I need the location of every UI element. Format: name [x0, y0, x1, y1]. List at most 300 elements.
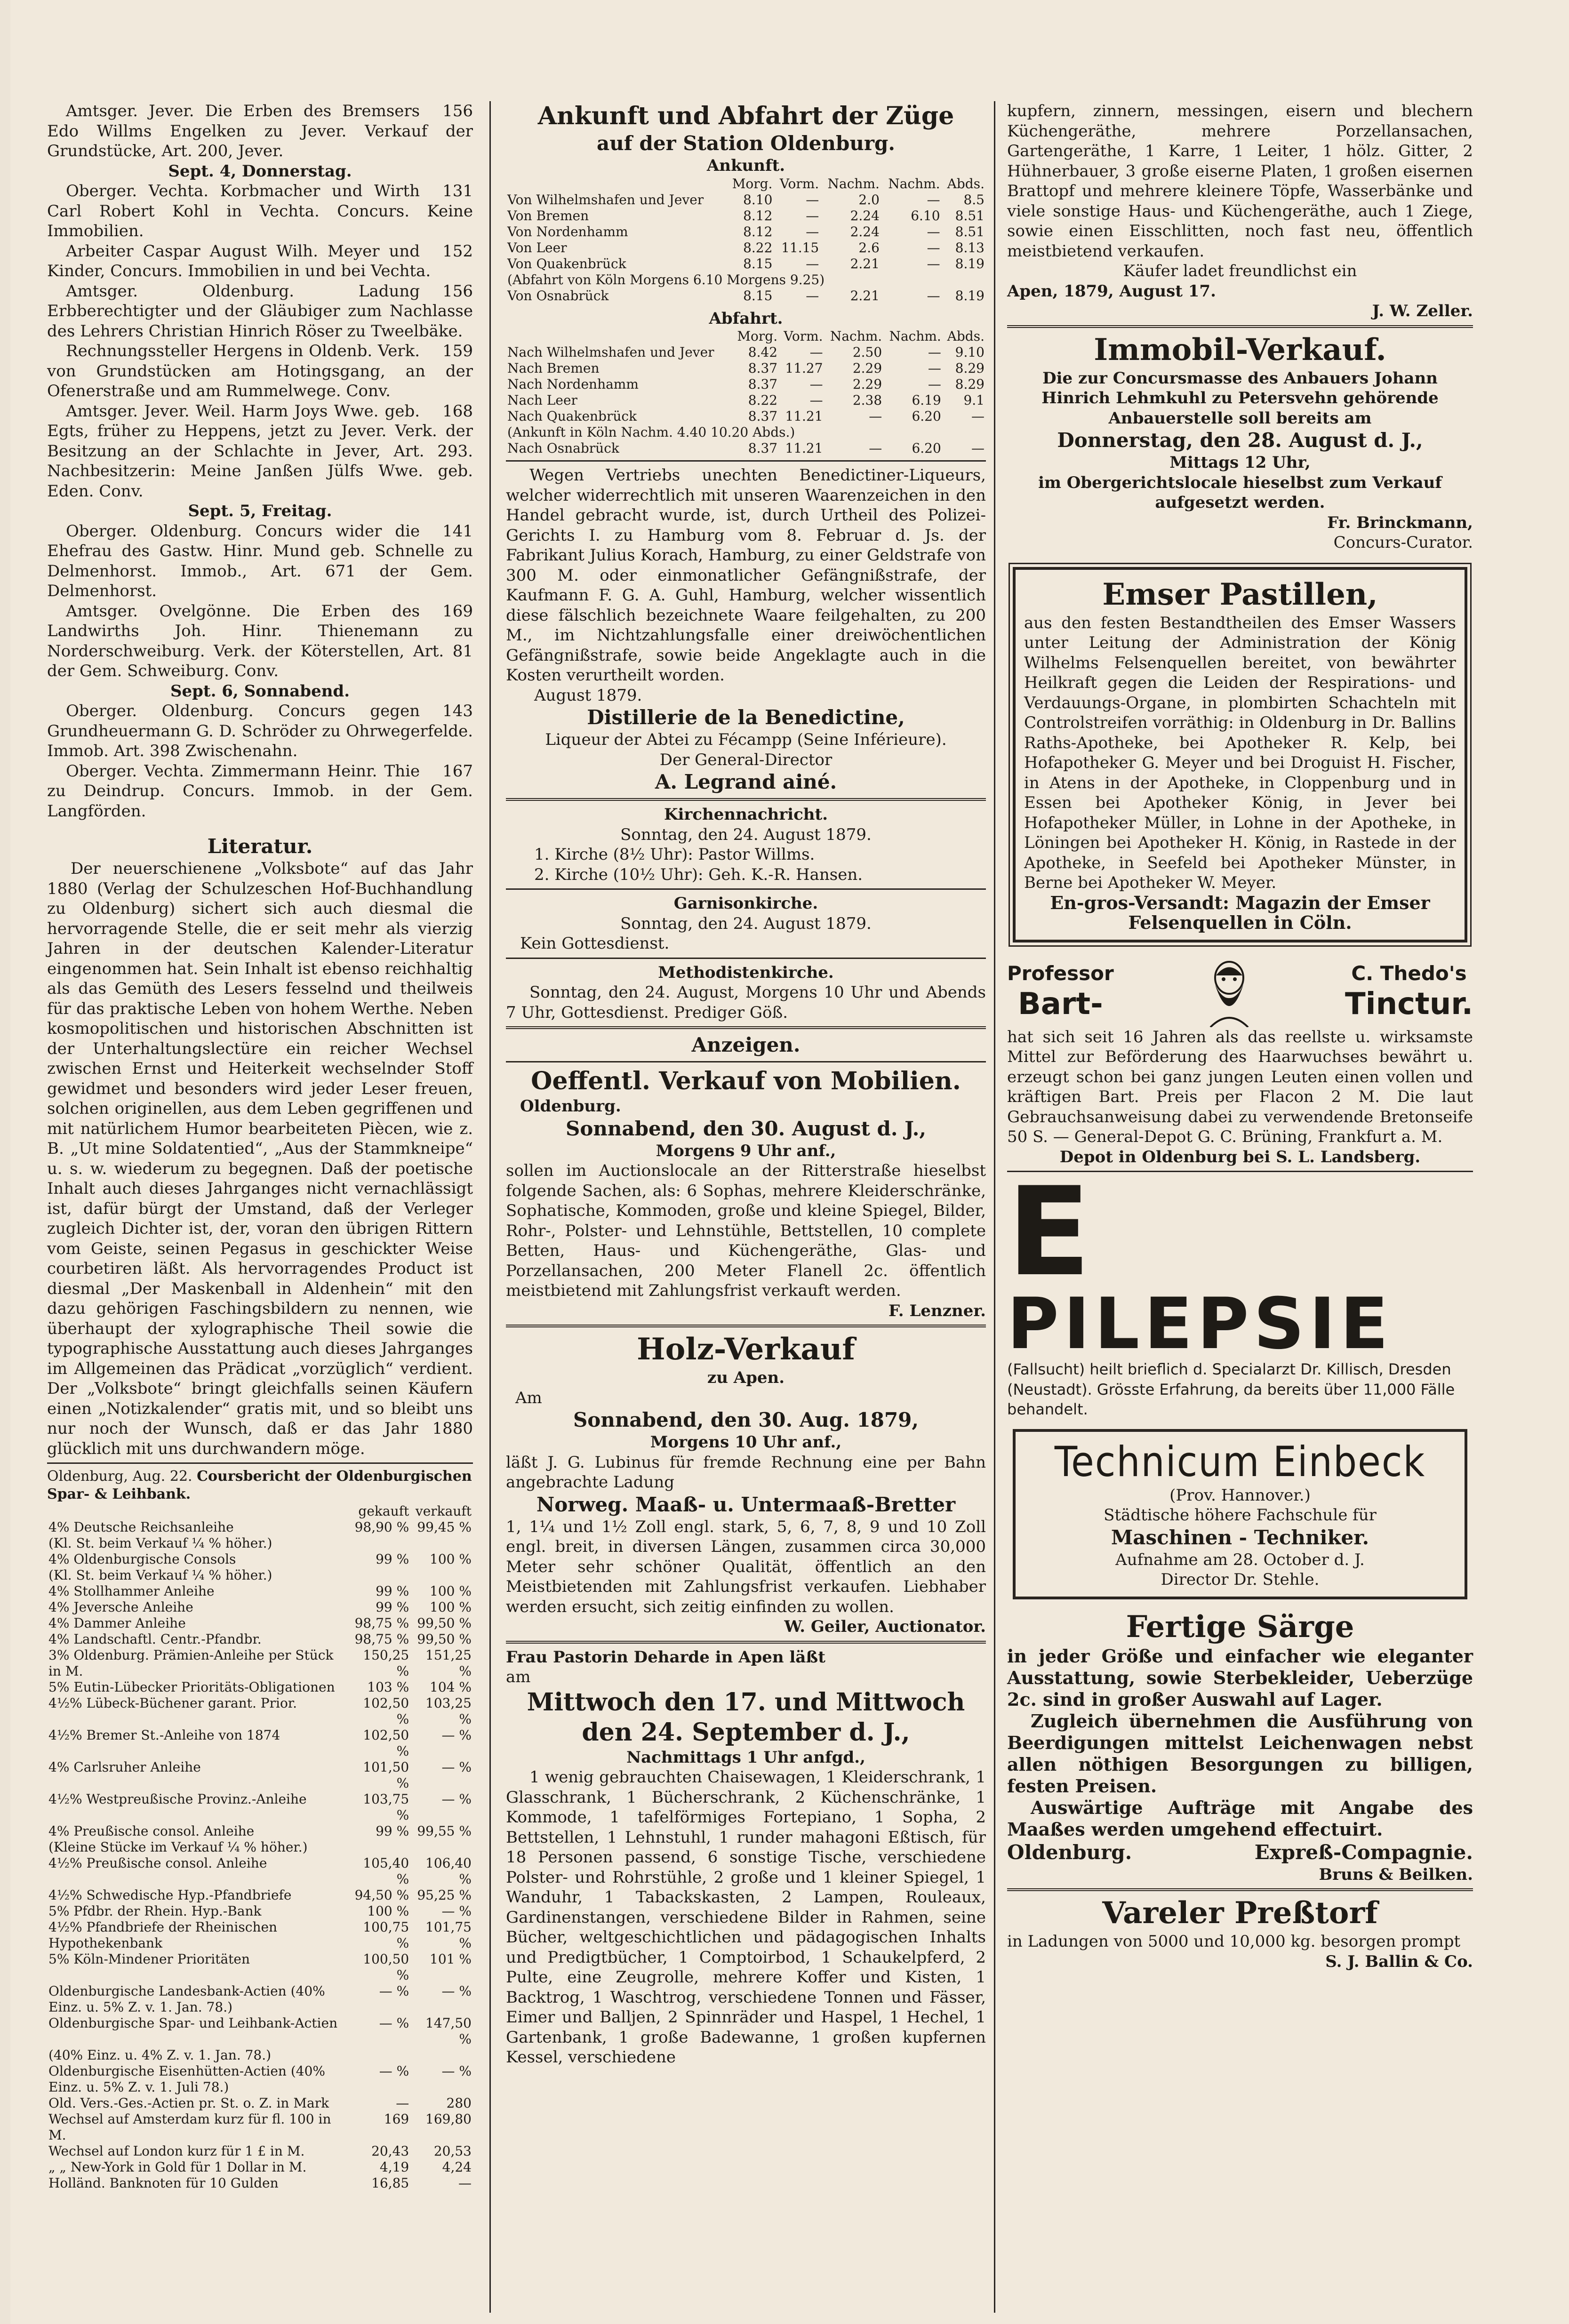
kurs-security: 4½% Westpreußische Provinz.-Anleihe: [48, 1791, 307, 1807]
concours-entry: [47, 701, 473, 761]
deharde-time: Nachmittags 1 Uhr anfgd.,: [626, 1748, 865, 1767]
zug-station: Nach Osnabrück: [507, 440, 619, 456]
zug-time: 11.21: [785, 440, 823, 456]
kurs-security: (Kleine Stücke im Verkauf ¼ % höher.): [48, 1839, 308, 1855]
technicum-ad-box: [1013, 1429, 1467, 1599]
zug-time: 2.29: [852, 360, 882, 376]
zug-row: [506, 288, 986, 304]
concours-page-number: 167: [442, 761, 473, 781]
torf-title: Vareler Preßtorf: [1102, 1895, 1378, 1931]
kurs-row: [47, 1887, 473, 1903]
kurs-sold: 103,25 %: [425, 1695, 472, 1727]
kurs-sold: 101,75 %: [425, 1919, 472, 1951]
kurs-bought: [351, 2047, 410, 2063]
kurs-bought: 99 %: [376, 1551, 409, 1567]
zug-time: —: [869, 408, 882, 424]
deharde-date: Mittwoch den 17. und Mittwoch den 24. September d. J.,: [527, 1687, 965, 1747]
kurs-security: 4% Stollhammer Anleihe: [48, 1583, 215, 1599]
kurs-row: [47, 2175, 473, 2191]
kurs-col-sold: verkauft: [415, 1503, 472, 1519]
emser-title: Emser Pastillen,: [1102, 576, 1378, 612]
immobil-title: Immobil-Verkauf.: [1094, 332, 1386, 367]
kurs-row: [47, 1759, 473, 1791]
kurs-sold: 100 %: [430, 1551, 472, 1567]
zug-time: 2.50: [852, 344, 882, 360]
kurs-sold: 101 %: [430, 1951, 472, 1967]
zug-time: —: [927, 256, 940, 272]
concours-entry: [47, 601, 473, 681]
zug-station: Von Nordenhamm: [507, 224, 628, 240]
concours-entry: [47, 401, 473, 502]
zug-time: —: [927, 224, 940, 240]
concours-text: Rechnungssteller Hergens in Oldenb. Verk. von Grundstücken am Hotingsgang, an der Ofenerstraße und am Rummelwege. Conv.: [47, 342, 473, 400]
abfahrt-table: [506, 328, 986, 456]
zug-time: 8.22: [743, 240, 773, 256]
kurs-sold: 169,80: [425, 2111, 472, 2127]
immobil-text-2: im Obergerichtslocale hieselbst zum Verkauf aufgesetzt werden.: [1038, 473, 1442, 512]
zug-column-header: Morg.: [732, 176, 773, 192]
kurs-security: 4% Jeversche Anleihe: [48, 1599, 193, 1615]
deharde-text: 1 wenig gebrauchten Chaisewagen, 1 Kleiderschrank, 1 Glasschrank, 1 Bücherschrank, 2 Küchenschränke, 1 Kommode, 1 tafelförmiges Fortepiano, 1 Sopha, 2 Bettstellen, 1 Lehnstuhl, 1 runder mahagoni Eßtisch, für 18 Personen passend, 6 sonstige Tische, verschiedene Polster- und Rohrstühle, 2 große und 1 kleiner Spiegel, 1 Wanduhr, 1 Tabackskasten, 2 Lampen, Rouleaux, Gardinenstangen, verschiedene Bilder in Rahmen, seine Bücher, weltgeschichtlichen und pädagogischen Inhalts und Predigtbücher, 1 Comptoirbod, 1 Schaukelpferd, 2 Pulte, eine Zeugrolle, mehrere Koffer und Kisten, 1 Backtrog, 1 Waschtrog, verschiedene Tonnen und Fässer, Eimer und Balljen, 2 Spinnräder und Haspel, 1 Hechel, 1 Gartenbank, 1 große Badewanne, 1 großen kupfernen Kessel, verschiedene: [506, 1768, 986, 2067]
kurs-security: 5% Pfdbr. der Rhein. Hyp.-Bank: [48, 1903, 262, 1919]
technicum-title: Technicum Einbeck: [1054, 1437, 1426, 1486]
kirchen-service-2: 2. Kirche (10½ Uhr): Geh. K.-R. Hansen.: [534, 865, 863, 884]
kurs-bought: 103,75 %: [363, 1791, 409, 1823]
zug-time: 8.37: [748, 360, 778, 376]
zug-row: [506, 360, 986, 376]
kurs-security: 4½% Preußische consol. Anleihe: [48, 1855, 267, 1871]
zug-time: —: [927, 240, 940, 256]
kurs-bought: 105,40 %: [363, 1855, 409, 1887]
kurs-sold: 95,25 %: [417, 1887, 472, 1903]
saerge-text: in jeder Größe und einfacher wie eleganter Ausstattung, sowie Sterbekleider, Ueberzüge 2c. sind in großer Auswahl auf Lager.: [1007, 1645, 1473, 1710]
divider: [1007, 1888, 1473, 1891]
kurs-security: 5% Eutin-Lübecker Prioritäts-Obligationen: [48, 1679, 335, 1695]
kurs-sold: 99,45 %: [417, 1519, 472, 1535]
zug-time: —: [809, 376, 823, 392]
kurs-sold: 151,25 %: [425, 1647, 472, 1679]
kurs-row: [47, 1535, 473, 1551]
zug-row: [506, 392, 986, 408]
kurs-row: [47, 1647, 473, 1679]
zug-station: Nach Quakenbrück: [507, 408, 637, 424]
kurs-row: [47, 1855, 473, 1887]
anzeigen-heading: Anzeigen.: [691, 1033, 801, 1056]
kurs-sold: — %: [441, 1903, 472, 1919]
kurs-sold: 4,24: [442, 2159, 472, 2175]
zug-time: 2.38: [852, 392, 882, 408]
technicum-maschinen: Maschinen - Techniker.: [1111, 1525, 1369, 1549]
emser-ad-box: [1013, 567, 1467, 942]
zug-column-header: Abds.: [947, 176, 985, 192]
kurs-security: 3% Oldenburg. Prämien-Anleihe per Stück in M.: [48, 1647, 334, 1679]
literatur-text: Der neuerschienene „Volksbote“ auf das Jahr 1880 (Verlag der Schulzeschen Hof-Buchhandlung zu Oldenburg) sichert sich auch diesmal die hervorragende Stelle, die er seit mehr als vierzig Jahren in der deutschen Kalender-Literatur eingenommen hat. Sein Inhalt ist ebenso reichhaltig als das Gemüth des Lesers fesselnd und theilweis für das praktische Leben von hohem Werthe. Neben kosmopolitischen und historischen Abschnitten ist der Unterhaltungslectüre ein reicher Wechsel zwischen Ernst und Heiterkeit wechselnder Stoff gewidmet und besonders wird jeder Leser freuen, solchen originellen, aus dem Leben gegriffenen und mit natürlichem Humor bearbeiteten Piècen, wie z. B. „Ut mine Soldatentied“, „Aus der Stammkneipe“ u. s. w. wiederum zu begegnen. Daß der poetische Inhalt auch dieses Jahrganges nicht vernachlässigt ist, dafür bürgt der Umstand, daß der Verleger zugleich Dichter ist, der, voran den übrigen Rittern vom Geiste, seinen Pegasus in geschickter Weise courbetiren läßt. Als hervorragendes Product ist diesmal „Der Maskenball in Aldenhein“ mit den dazu gehörigen Faschingsbildern zu nennen, wie überhaupt der xylographische Theil sowie die typographische Ausstattung auch dieses Jahrganges im Allgemeinen das Prädicat „vorzüglich“ verdient. Der „Volksbote“ bringt gleichfalls seinen Käufern einen „Notizkalender“ gratis mit, und so bleibt uns nur noch der Wunsch, daß er das Jahr 1880 glücklich mit uns durchwandern möge.: [47, 859, 473, 1458]
zug-time: —: [928, 344, 941, 360]
deharde-date-place: Apen, 1879, August 17.: [1007, 281, 1216, 301]
immobil-signature: Fr. Brinckmann,: [1327, 513, 1473, 532]
kurs-row: [47, 1679, 473, 1695]
kurs-sold: — %: [441, 1727, 472, 1743]
concours-page-number: 169: [442, 601, 473, 621]
kurs-security: 4% Preußische consol. Anleihe: [48, 1823, 255, 1839]
kurs-security: Oldenburgische Eisenhütten-Actien (40% Einz. u. 5% Z. v. 1. Juli 78.): [48, 2063, 325, 2095]
kurs-row: [47, 1727, 473, 1759]
zug-time: —: [971, 440, 985, 456]
deharde-continued-text: kupfern, zinnern, messingen, eisern und blechern Küchengeräthe, mehrere Porzellansachen, Gartengeräthe, 1 Karre, 1 Leiter, 1 hölz. Gitter, 2 Hühnerbauer, 3 große eiserne Platen, 1 großen eisernen Brattopf und mehrere kleinere Töpfe, Wasserbänke und viele sonstige Haus- und Küchengeräthe, auch 1 Ziege, sowie einen Eisschlitten, noch fast neu, öffentlich meistbietend verkaufen.: [1007, 102, 1473, 261]
zug-time: —: [927, 288, 940, 303]
kurs-row: [47, 1695, 473, 1727]
kurs-bought: — %: [379, 2063, 409, 2079]
kurs-row: [47, 1951, 473, 1983]
column-left: [47, 101, 473, 2191]
kurs-security: 5% Köln-Mindener Prioritäten: [48, 1951, 250, 1967]
zug-time: 2.24: [850, 208, 880, 224]
thedo-professor: Professor: [1007, 961, 1114, 985]
kurs-bought: [351, 1839, 410, 1855]
divider: [506, 1026, 986, 1029]
zug-subtitle: auf der Station Oldenburg.: [597, 132, 895, 155]
kirchen-service-1: 1. Kirche (8½ Uhr): Pastor Willms.: [534, 845, 815, 864]
zug-time: 8.37: [748, 440, 778, 456]
epilepsie-ad: [1007, 1176, 1473, 1420]
saerge-text-2: Zugleich übernehmen die Ausführung von Beerdigungen mittelst Leichenwagen nebst allen nöthigen Besorgungen zu billigen, festen Preisen.: [1007, 1710, 1473, 1797]
column-middle: [506, 101, 986, 2068]
zug-header-blank: [506, 328, 732, 344]
concours-text: Arbeiter Caspar August Wilh. Meyer und Kinder, Concurs. Immobilien in und bei Vechta.: [47, 241, 431, 280]
zug-station: Von Leer: [507, 240, 567, 256]
zug-time: 6.20: [912, 408, 941, 424]
kurs-bought: 98,75 %: [354, 1615, 409, 1631]
zug-row: [506, 240, 986, 256]
concours-text: Amtsger. Oldenburg. Ladung Erbberechtigter und der Gläubiger zum Nachlasse des Lehrers Christian Hinrich Röser zu Tweelbäke.: [47, 281, 473, 341]
kurs-security: 4% Oldenburgische Consols: [48, 1551, 236, 1567]
garnison-heading: Garnisonkirche.: [673, 894, 818, 913]
thedo-brand: C. Thedo's: [1351, 961, 1467, 985]
immobil-date: Donnerstag, den 28. August d. J.,: [1057, 429, 1423, 452]
zug-station: Nach Wilhelmshafen und Jever: [507, 344, 714, 360]
methodisten-heading: Methodistenkirche.: [658, 963, 834, 982]
kurs-security: „ „ New-York in Gold für 1 Dollar in M.: [48, 2159, 307, 2175]
saerge-footer: [1007, 1840, 1473, 1865]
benedictine-director: Der General-Director: [659, 750, 833, 769]
zug-title: Ankunft und Abfahrt der Züge: [537, 102, 954, 130]
concours-entry: [47, 281, 473, 342]
kurs-row: [47, 2047, 473, 2063]
divider: [506, 798, 986, 801]
kurs-sold: [410, 2047, 473, 2063]
zug-station: Nach Nordenhamm: [507, 376, 639, 392]
kurs-security: Oldenburgische Landesbank-Actien (40% Einz. u. 5% Z. v. 1. Jan. 78.): [48, 1983, 325, 2015]
kurs-row: [47, 1615, 473, 1631]
zug-column-header: Nachm.: [830, 328, 882, 344]
holz-bretter: Norweg. Maaß- u. Untermaaß-Bretter: [536, 1493, 956, 1516]
zug-time: 2.6: [858, 240, 880, 256]
kurs-bought: 98,90 %: [354, 1519, 409, 1535]
zug-time: —: [869, 440, 882, 456]
zug-time: —: [809, 392, 823, 408]
kurs-sold: 106,40 %: [425, 1855, 472, 1887]
zug-row: [506, 344, 986, 360]
kurs-sold: 99,50 %: [417, 1631, 472, 1647]
holz-text-2: 1, 1¼ und 1½ Zoll engl. stark, 5, 6, 7, 8, 9 und 10 Zoll engl. breit, in diversen Längen, zusammen circa 30,000 Meter sehr schöner Qualität, öffentlich an den Meistbietenden mit Zahlungsfrist verkaufen. Liebhaber werden ersucht, sich zeitig einfinden zu wollen.: [506, 1517, 986, 1616]
concours-text: Oberger. Oldenburg. Concurs wider die Ehefrau des Gastw. Hinr. Mund geb. Schnelle zu Delmenhorst. Immob., Art. 671 der Gem. Delmenhorst.: [47, 521, 473, 600]
kurs-security: (40% Einz. u. 4% Z. v. 1. Jan. 78.): [48, 2047, 272, 2063]
methodisten-text: Sonntag, den 24. August, Morgens 10 Uhr und Abends 7 Uhr, Gottesdienst. Prediger Göß.: [506, 983, 986, 1022]
kurs-bought: — %: [379, 2015, 409, 2031]
zug-time: 8.19: [955, 288, 985, 303]
thedo-text: hat sich seit 16 Jahren als das reellste u. wirksamste Mittel zur Beförderung des Haarwuchses bewährt u. erzeugt schon bei ganz jungen Leuten einen vollen und kräftigen Bart. Preis per Flacon 2 M. Die laut Gebrauchsanweisung dabei zu verwendende Bretonseife 50 S. — General-Depot G. C. Brüning, Frankfurt a. M.: [1007, 1027, 1473, 1146]
epilepsie-title: PILEPSIE: [1007, 1283, 1393, 1365]
kurs-sold: [410, 1839, 473, 1855]
saerge-title: Fertige Särge: [1126, 1609, 1354, 1645]
zug-time: 8.42: [748, 344, 778, 360]
kurs-sold: — %: [441, 1983, 472, 1999]
emser-text: aus den festen Bestandtheilen des Emser Wassers unter Leitung der Administration der König Wilhelms Felsenquellen bereitet, von bewährter Heilkraft gegen die Leiden der Respirations- und Verdauungs-Organe, in plombirten Schachteln mit Controlstreifen vorräthig: in Oldenburg in Dr. Ballins Raths-Apotheke, bei Apotheker R. Kelp, bei Hofapotheker G. Meyer und bei Droguist H. Fischer, in Atens in der Apotheke, in Cloppenburg und in Essen bei Apotheker König, in Jever bei Hofapotheker Müller, in Lohne in der Apotheke, in Löningen bei Apotheker H. König, in Rastede in der Apotheke, in Seefeld bei Apotheker Münster, in Berne bei Apotheker W. Meyer.: [1024, 613, 1456, 892]
kurs-security: Wechsel auf Amsterdam kurz für fl. 100 in M.: [48, 2111, 331, 2143]
ankunft-table: [506, 176, 986, 304]
kurs-bought: [351, 1535, 410, 1551]
concours-entry: [47, 241, 473, 281]
kurs-date: Oldenburg, Aug. 22.: [47, 1468, 192, 1485]
concours-page-number: 143: [442, 702, 473, 720]
zug-time: 6.20: [912, 440, 941, 456]
kurs-bought: 100,75 %: [363, 1919, 409, 1951]
kurs-sold: 99,50 %: [417, 1615, 472, 1631]
concours-entry: [47, 181, 473, 241]
zug-time: 8.22: [748, 392, 778, 408]
column-divider-left: [489, 101, 491, 2313]
kurs-row: [47, 2159, 473, 2175]
kurs-row: [47, 1551, 473, 1567]
kurs-bought: 99 %: [376, 1599, 409, 1615]
ankunft-heading: Ankunft.: [706, 156, 785, 175]
epilepsie-initial: E: [1007, 1176, 1091, 1303]
kurs-security: 4% Deutsche Reichsanleihe: [48, 1519, 234, 1535]
zug-time: 9.1: [963, 392, 985, 408]
zug-row: [506, 272, 986, 288]
kurs-bought: 102,50 %: [363, 1695, 409, 1727]
kurs-row: [47, 2095, 473, 2111]
kurs-row: [47, 1567, 473, 1583]
zug-time: —: [809, 344, 823, 360]
kurs-sold: [410, 1567, 473, 1583]
benedictine-firm-sub: Liqueur der Abtei zu Fécampp (Seine Inférieure).: [545, 730, 947, 749]
kurs-security: 4½% Pfandbriefe der Rheinischen Hypothekenbank: [48, 1919, 278, 1951]
kurs-row: [47, 1791, 473, 1823]
concours-page-number: 141: [442, 521, 473, 541]
concours-page-number: 156: [442, 102, 473, 120]
kurs-row: [47, 1823, 473, 1839]
kurs-table-header: [47, 1503, 473, 1519]
zug-time: 8.12: [743, 208, 773, 224]
kurs-sold: — %: [441, 1791, 472, 1807]
kurs-security: Old. Vers.-Ges.-Actien pr. St. o. Z. in Mark: [48, 2095, 329, 2111]
epilepsie-text: (Fallsucht) heilt brieflich d. Specialarzt Dr. Killisch, Dresden (Neustadt). Grösste Erfahrung, da bereits über 11,000 Fälle behandelt.: [1007, 1360, 1455, 1418]
zug-station: Nach Bremen: [507, 360, 600, 376]
zug-column-header: Vorm.: [784, 328, 823, 344]
concours-entry: [47, 521, 473, 601]
concours-listing: [47, 101, 473, 821]
zug-time: 2.21: [850, 256, 880, 272]
zug-column-header: Nachm.: [888, 176, 940, 192]
holz-am: Am: [515, 1388, 542, 1407]
kurs-row: [47, 1983, 473, 2015]
zug-row: [506, 224, 986, 240]
holz-text: läßt J. G. Lubinus für fremde Rechnung eine per Bahn angebrachte Ladung: [506, 1453, 986, 1492]
mobilien-title: Oeffentl. Verkauf von Mobilien.: [531, 1067, 961, 1095]
holz-signature: W. Geiler, Auctionator.: [784, 1617, 986, 1636]
zug-time: 11.21: [785, 408, 823, 424]
bearded-man-portrait-icon: [1201, 957, 1257, 1027]
kurs-bought: 169: [384, 2111, 409, 2127]
zug-station: Nach Leer: [507, 392, 577, 408]
zug-time: 8.51: [955, 208, 985, 224]
zug-time: —: [806, 192, 819, 208]
zug-time: 8.37: [748, 376, 778, 392]
mobilien-time: Morgens 9 Uhr anf.,: [656, 1141, 836, 1160]
kurs-sold: [410, 1535, 473, 1551]
zug-time: 8.15: [743, 256, 773, 272]
zug-row: [506, 376, 986, 392]
concours-text: Oberger. Oldenburg. Concurs gegen Grundheuermann G. D. Schröder zu Ohrwegerfelde. Immob. Art. 398 Zwischenahn.: [47, 702, 473, 760]
saerge-text-3: Auswärtige Aufträge mit Angabe des Maaßes werden umgehend effectuirt.: [1007, 1797, 1473, 1840]
kurs-bought: [351, 1567, 410, 1583]
kurs-security: 4½% Bremer St.-Anleihe von 1874: [48, 1727, 280, 1743]
kurs-bought: 98,75 %: [354, 1631, 409, 1647]
kurs-row: [47, 1631, 473, 1647]
zug-time: 8.13: [955, 240, 985, 256]
zug-station: Von Osnabrück: [507, 288, 609, 303]
zug-time: —: [971, 408, 985, 424]
zug-time: 6.19: [912, 392, 941, 408]
torf-text: in Ladungen von 5000 und 10,000 kg. besorgen prompt: [1007, 1932, 1461, 1951]
thedo-depot: Depot in Oldenburg bei S. L. Landsberg.: [1059, 1147, 1421, 1166]
kurs-bought: 102,50 %: [363, 1727, 409, 1759]
kurs-security: Oldenburgische Spar- und Leihbank-Actien: [48, 2015, 338, 2031]
benedictine-text: Wegen Vertriebs unechten Benedictiner-Liqueurs, welcher widerrechtlich mit unseren Waarenzeichen in den Handel gebracht wurde, ist, durch Urtheil des Polizei-Gerichts I. zu Hamburg vom 8. Februar d. Js. der Fabrikant Julius Korach, Hamburg, zu einer Geldstrafe von 300 M. oder einmonatlicher Gefängnißstrafe, der Kaufmann F. G. A. Guhl, Hamburg, welcher wissentlich diese fälschlich bezeichnete Waare feilgehalten, zu 200 M., im Nichtzahlungsfalle einer dreiwöchentlichen Gefängnißstrafe, sowie beide Angeklagte auch in die Kosten verurtheilt worden.: [506, 466, 986, 685]
zug-time: 11.27: [785, 360, 823, 376]
zug-column-header: Nachm.: [889, 328, 941, 344]
deharde-heading: Frau Pastorin Deharde in Apen läßt: [506, 1647, 825, 1667]
zug-column-header: Vorm.: [779, 176, 819, 192]
kurs-bought: 99 %: [376, 1823, 409, 1839]
kurs-bought: 16,85: [371, 2175, 409, 2191]
kurs-row: [47, 1919, 473, 1951]
zug-time: 2.29: [852, 376, 882, 392]
zug-note: (Ankunft in Köln Nachm. 4.40 10.20 Abds.): [507, 424, 795, 440]
zug-row: [506, 208, 986, 224]
zug-time: —: [927, 192, 940, 208]
zug-time: —: [806, 256, 819, 272]
technicum-school: Städtische höhere Fachschule für: [1104, 1506, 1377, 1525]
zug-time: 2.21: [850, 288, 880, 303]
divider: [506, 958, 986, 959]
concours-text: Amtsger. Ovelgönne. Die Erben des Landwirths Joh. Hinr. Thienemann zu Norderschweiburg. Verk. der Köterstellen, Art. 81 der Gem. Schweiburg. Conv.: [47, 601, 473, 680]
kurs-row: [47, 2015, 473, 2047]
kurs-sold: — %: [441, 1759, 472, 1775]
saerge-firm-owners: Bruns & Beilken.: [1319, 1865, 1473, 1884]
kurs-bought: 103 %: [367, 1679, 409, 1695]
mobilien-text: sollen im Auctionslocale an der Ritterstraße hieselbst folgende Sachen, als: 6 Sophas, mehrere Kleiderschränke, Sophatische, Kommoden, große und kleine Spiegel, Bilder, Rohr-, Polster- und Lehnstühle, Bettstellen, 10 complete Betten, Haus- und Küchengeräthe, Glas- und Porzellansachen, 200 Meter Flanell 2c. öffentlich meistbietend mit Zahlungsfrist verkauft werden.: [506, 1161, 986, 1300]
kurs-sold: 20,53: [433, 2143, 472, 2159]
divider: [1007, 325, 1473, 328]
zug-row: [506, 192, 986, 208]
zug-time: —: [928, 360, 941, 376]
zug-station: Von Wilhelmshafen und Jever: [507, 192, 704, 208]
zug-time: 8.12: [743, 224, 773, 240]
kurs-row: [47, 2143, 473, 2159]
zug-time: 8.51: [955, 224, 985, 240]
immobil-text: Die zur Concursmasse des Anbauers Johann Hinrich Lehmkuhl zu Petersvehn gehörende Anbauerstelle soll bereits am: [1041, 368, 1439, 428]
kurs-table: [47, 1503, 473, 2191]
abfahrt-heading: Abfahrt.: [709, 309, 783, 328]
holz-place: zu Apen.: [707, 1368, 785, 1387]
kurs-bought: 4,19: [379, 2159, 409, 2175]
concours-page-number: 152: [442, 241, 473, 261]
kurs-row: [47, 2111, 473, 2143]
mobilien-place: Oldenburg.: [520, 1097, 621, 1116]
concours-date-heading: Sept. 5, Freitag.: [188, 502, 332, 520]
zug-column-header: Morg.: [737, 328, 778, 344]
concours-entry: [47, 761, 473, 822]
divider: [506, 1061, 986, 1062]
literatur-heading: Literatur.: [207, 835, 313, 858]
kurs-bought: 100 %: [367, 1903, 409, 1919]
zug-row: [506, 424, 986, 440]
zug-station: Von Bremen: [507, 208, 589, 224]
zug-row: [506, 440, 986, 456]
zug-time: 8.5: [963, 192, 985, 208]
zug-time: 6.10: [911, 208, 940, 224]
thedo-bart: Bart-: [1018, 986, 1103, 1022]
concours-page-number: 168: [442, 401, 473, 421]
concours-date-heading: Sept. 4, Donnerstag.: [168, 161, 352, 181]
thedo-tinctur: Tinctur.: [1345, 986, 1473, 1022]
kurs-sold: 100 %: [430, 1583, 472, 1599]
zug-time: —: [806, 224, 819, 240]
column-divider-right: [994, 101, 995, 2313]
divider: [1007, 1171, 1473, 1172]
mobilien-date: Sonnabend, den 30. August d. J.,: [566, 1117, 926, 1140]
divider: [506, 888, 986, 890]
kurs-sold: — %: [441, 2063, 472, 2079]
benedictine-date: August 1879.: [534, 686, 642, 705]
kurs-security: 4% Landschaftl. Centr.-Pfandbr.: [48, 1631, 262, 1647]
zug-row: [506, 256, 986, 272]
kurs-row: [47, 1903, 473, 1919]
zug-time: —: [806, 288, 819, 303]
column-right: [1007, 101, 1473, 1972]
zug-time: 8.15: [743, 288, 773, 303]
kurs-bought: — %: [379, 1983, 409, 1999]
deharde-signature: J. W. Zeller.: [1372, 302, 1473, 320]
kurs-row: [47, 1519, 473, 1535]
mobilien-signature: F. Lenzner.: [889, 1301, 986, 1320]
zug-time: 8.37: [748, 408, 778, 424]
deharde-am: am: [506, 1668, 531, 1686]
kurs-row: [47, 2063, 473, 2095]
zug-time: 11.15: [781, 240, 819, 256]
kurs-header: [47, 1468, 473, 1503]
kurs-sold: 100 %: [430, 1599, 472, 1615]
concours-page-number: 131: [442, 182, 473, 200]
ankunft-table-header: [506, 176, 986, 192]
zug-row: [506, 408, 986, 424]
abfahrt-table-header: [506, 328, 986, 344]
garnison-date: Sonntag, den 24. August 1879.: [620, 914, 872, 933]
kurs-security: 4% Carlsruher Anleihe: [48, 1759, 201, 1775]
concours-text: Oberger. Vechta. Korbmacher und Wirth Carl Robert Kohl in Vechta. Concurs. Keine Immobilien.: [47, 182, 473, 240]
